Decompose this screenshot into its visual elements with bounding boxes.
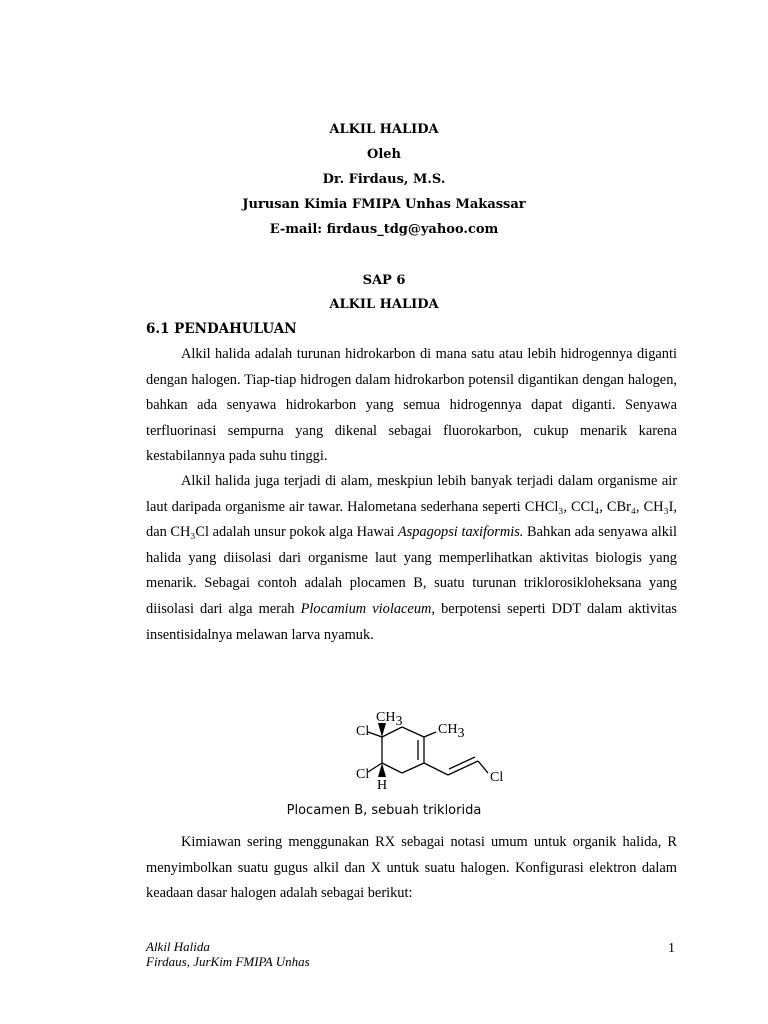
page-footer xyxy=(146,939,310,969)
footer-title: Alkil Halida xyxy=(146,939,210,954)
plocamen-b-structure xyxy=(340,705,520,793)
paragraph-intro: Alkil halida adalah turunan hidrokarbon di mana satu atau lebih hidrogennya diganti dengan halogen. Tiap-tiap hidrogen dalam hidrokarbon potensil digantikan dengan halogen, bahkan ada senyawa hidrokarbon yang semua hidrogennya dapat diganti. Senyawa terfluorinasi sempurna yang dikenal sebagai fluorokarbon, cukup menarik karena kestabilannya pada suhu tinggi. xyxy=(146,346,677,465)
document-title: ALKIL HALIDA xyxy=(329,122,439,137)
paragraph-text: Bahkan ada senyawa alkil halida yang diisolasi dari organisme laut yang memperlihatkan aktivitas biologis yang menarik. Sebagai contoh adalah plocamen B, suatu turunan triklorosikloheksana yang diisolasi dari alga merah xyxy=(146,524,677,617)
footer-author: Firdaus, JurKim FMIPA Unhas xyxy=(146,954,310,969)
species-name: Aspagopsi taxiformis. xyxy=(397,524,524,541)
author-name: Dr. Firdaus, M.S. xyxy=(322,172,446,187)
sap-label: SAP 6 xyxy=(362,273,406,288)
by-line: Oleh xyxy=(367,147,401,162)
figure-caption: Plocamen B, sebuah triklorida xyxy=(286,803,482,818)
paragraph-text: Alkil halida juga terjadi di alam, meskpiun lebih banyak terjadi dalam organisme air laut daripada organisme air tawar. Halometana sederhana seperti CHCl₃, CCl₄, CBr₄, CH₃I, dan CH₃Cl adalah unsur pokok alga Hawai xyxy=(146,473,677,541)
ring-bonds xyxy=(368,727,488,775)
cl-label: Cl xyxy=(356,724,370,739)
paragraph-rx-notation: Kimiawan sering menggunakan RX sebagai notasi umum untuk organik halida, R menyimbolkan suatu gugus alkil dan X untuk suatu halogen. Konfigurasi elektron dalam keadaan dasar halogen adalah sebagai berikut: xyxy=(146,834,677,902)
ch3-label: CH3 xyxy=(438,722,465,741)
paragraph-text: , berpotensi seperti DDT dalam aktivitas insentisidalnya melawan larva nyamuk. xyxy=(146,600,678,643)
species-name: Plocamium violaceum xyxy=(300,600,432,617)
section-heading: 6.1 PENDAHULUAN xyxy=(146,321,297,337)
page-number: 1 xyxy=(668,941,675,956)
author-email: E-mail: firdaus_tdg@yahoo.com xyxy=(269,222,499,237)
cl-label: Cl xyxy=(490,770,504,785)
cl-label: Cl xyxy=(356,767,370,782)
author-affiliation: Jurusan Kimia FMIPA Unhas Makassar xyxy=(242,197,526,212)
ch3-label: CH3 xyxy=(376,710,403,729)
sap-title: ALKIL HALIDA xyxy=(329,297,439,312)
h-label: H xyxy=(377,778,388,793)
paragraph-natural-occurrence xyxy=(146,469,677,648)
